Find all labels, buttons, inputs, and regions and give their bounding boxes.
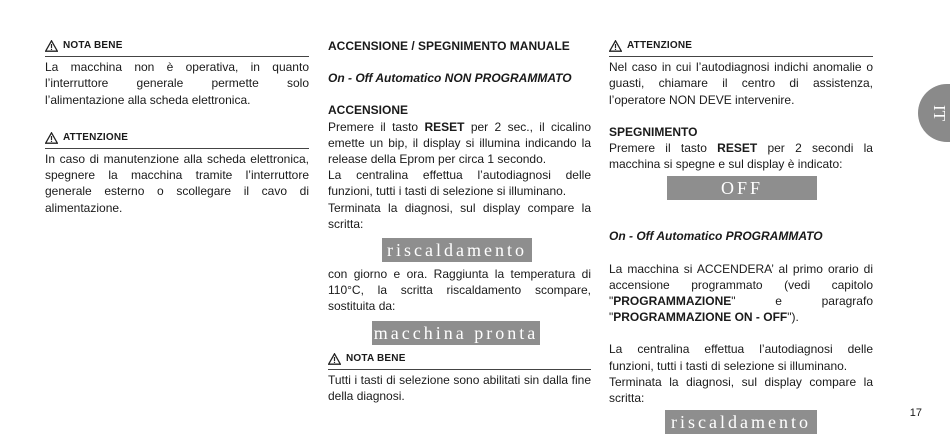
column-right <box>609 38 873 434</box>
section-subtitle: On - Off Automatico PROGRAMMATO <box>609 229 823 244</box>
column-middle <box>328 38 591 404</box>
attenzione-title: ATTENZIONE <box>63 131 129 143</box>
attenzione-header <box>609 38 873 57</box>
autodiagnosi-paragraph: La centralina effettua l’autodiagnosi delle funzioni, tutti i tasti di selezione si illuminano. <box>328 168 591 199</box>
nota-bene-text: La macchina non è operativa, in quanto l’interruttore generale permette solo l’alimentazione alla scheda elettronica. <box>45 60 309 107</box>
diagnosi-paragraph: Terminata la diagnosi, sul display compare la scritta: <box>328 200 591 231</box>
warning-triangle-icon <box>45 40 58 52</box>
autodiagnosi-paragraph: La centralina effettua l’autodiagnosi delle funzioni, tutti i tasti di selezione si illuminano. <box>609 342 873 373</box>
accensione-heading: ACCENSIONE <box>328 103 409 118</box>
display-riscaldamento: riscaldamento <box>665 410 817 434</box>
section-title: ACCENSIONE / SPEGNIMENTO MANUALE <box>328 39 570 53</box>
attenzione-title: ATTENZIONE <box>627 40 693 51</box>
display-riscaldamento: riscaldamento <box>382 238 532 262</box>
warning-triangle-icon <box>45 132 58 144</box>
spegnimento-paragraph: Premere il tasto RESET per 2 secondi la macchina si spegne e sul display è indicato: <box>609 141 873 172</box>
accensione-paragraph: Premere il tasto RESET per 2 sec., il cicalino emette un bip, il display si illumina indicando la release della Eprom per circa 1 secondo. <box>328 119 591 167</box>
temperatura-paragraph: con giorno e ora. Raggiunta la temperatura di 110°C, la scritta riscaldamento scompare, sostituita da: <box>328 267 591 314</box>
nota-bene-header <box>328 351 591 370</box>
section-subtitle: On - Off Automatico NON PROGRAMMATO <box>328 71 572 86</box>
spegnimento-heading: SPEGNIMENTO <box>609 124 698 139</box>
attenzione-header <box>45 130 309 149</box>
display-off: OFF <box>667 176 817 200</box>
warning-triangle-icon <box>328 353 341 365</box>
programmato-paragraph: La macchina si ACCENDERA’ al primo orario di accensione programmato (vedi capitolo "PROGRAMMAZIONE" e paragrafo "PROGRAMMAZIONE ON - OFF"). <box>609 261 873 325</box>
attenzione-text: Nel caso in cui l’autodiagnosi indichi anomalie o guasti, chiamare il centro di assistenza, l’operatore NON DEVE intervenire. <box>609 60 873 107</box>
nota-bene-header <box>45 38 309 57</box>
page-number: 17 <box>909 407 922 419</box>
display-macchina-pronta: macchina pronta <box>373 322 539 343</box>
reset-key-label: RESET <box>424 119 465 134</box>
nota-bene-title: NOTA BENE <box>63 40 123 51</box>
warning-triangle-icon <box>609 40 622 52</box>
language-tab-label: IT <box>930 104 950 122</box>
attenzione-text: In caso di manutenzione alla scheda elettronica, spegnere la macchina tramite l’interruttore generale esterno o scollegare il cavo di alimentazione. <box>45 152 309 215</box>
reset-key-label: RESET <box>717 141 758 156</box>
diagnosi-paragraph: Terminata la diagnosi, sul display compare la scritta: <box>609 374 873 406</box>
nota-bene-title: NOTA BENE <box>346 352 406 364</box>
column-left <box>45 38 309 216</box>
language-tab <box>918 84 950 142</box>
nota-bene-text: Tutti i tasti di selezione sono abilitati sin dalla fine della diagnosi. <box>328 372 591 404</box>
